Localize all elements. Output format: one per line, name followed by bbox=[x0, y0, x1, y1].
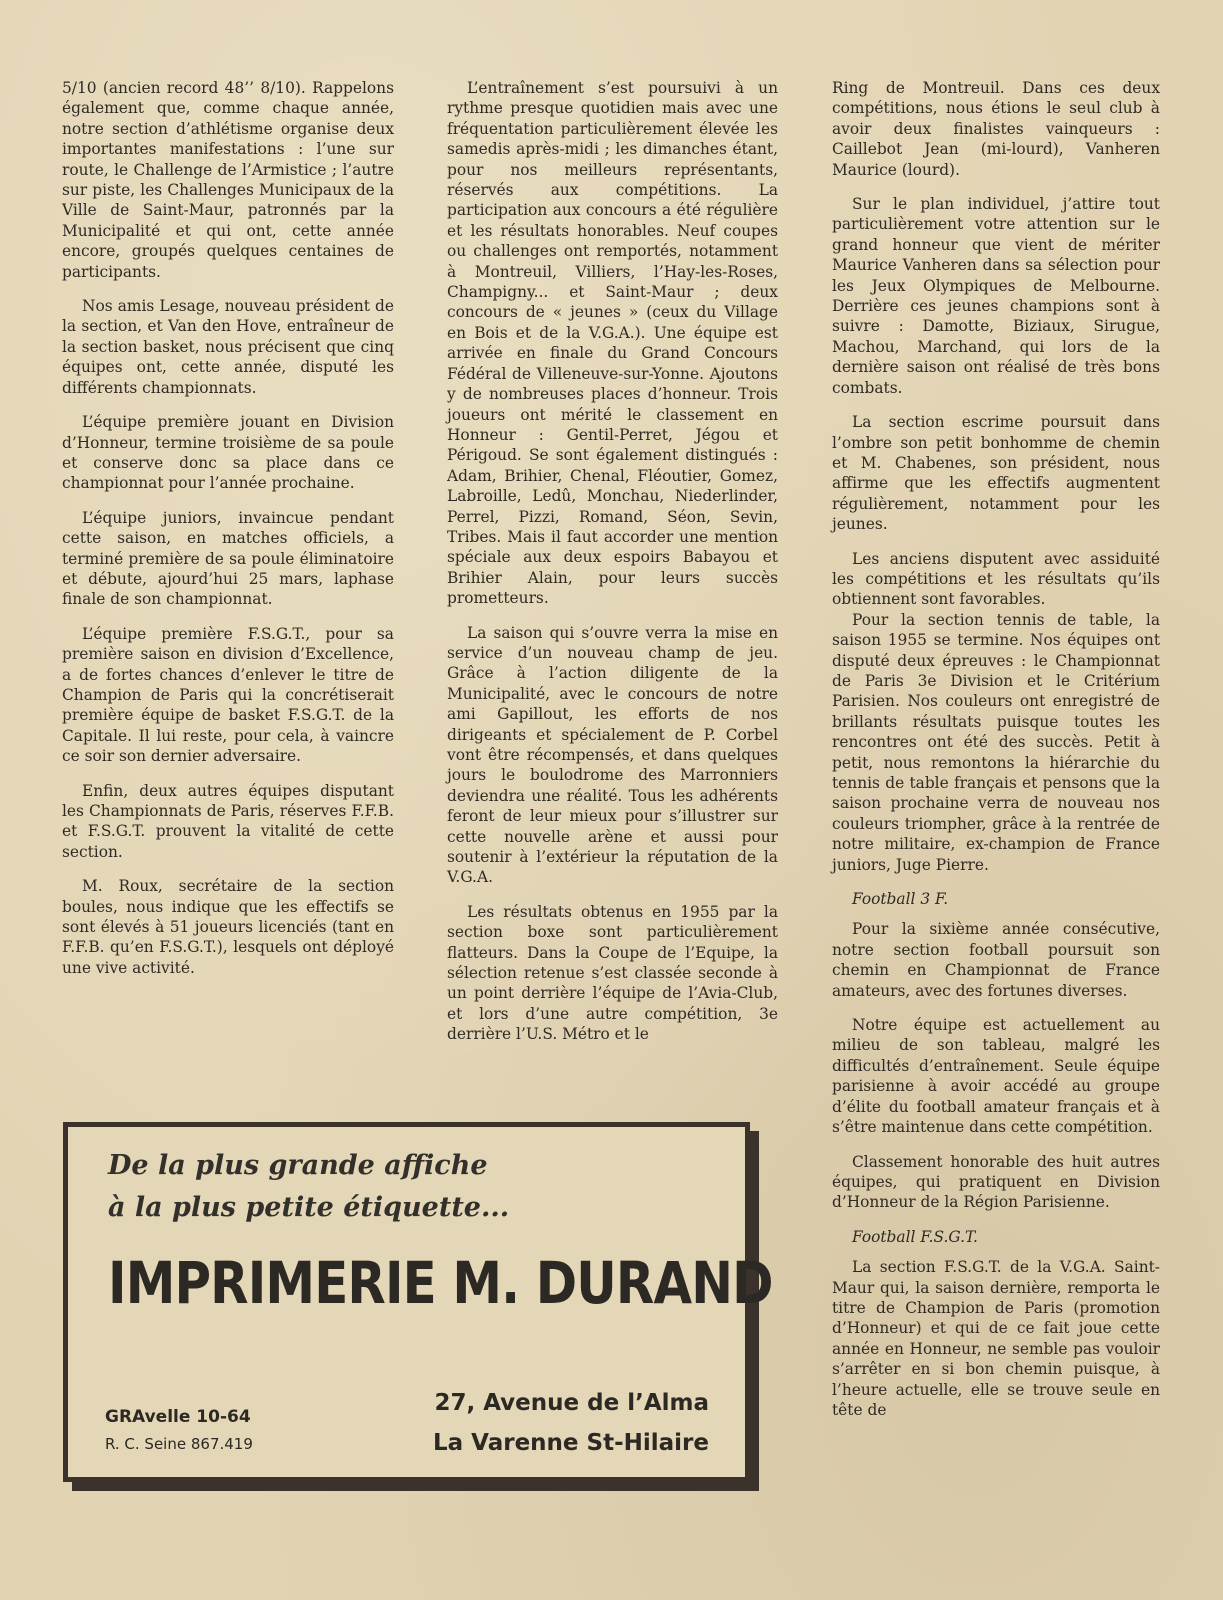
article-paragraph: La section escrime poursuit dans l’ombre son petit bonhomme de chemin et M. Chabenes, son président, nous affirme que les effectifs augmentent régulièrement, notamment pour les jeunes. bbox=[832, 413, 1160, 534]
ad-address-line-2: La Varenne St-Hilaire bbox=[432, 1430, 709, 1456]
section-heading: Football 3 F. bbox=[852, 890, 949, 909]
ad-registry: R. C. Seine 867.419 bbox=[105, 1435, 253, 1453]
text-column-right bbox=[832, 78, 1160, 1420]
article-paragraph: L’équipe première F.S.G.T., pour sa première saison en division d’Excellence, a de fortes chances d’enlever le titre de Champion de Paris qui la concrétiserait première équipe de basket F.S.G.T. de la Capitale. Il lui reste, pour cela, à vaincre ce soir son dernier adversaire. bbox=[62, 624, 394, 766]
ad-slogan-line-2: à la plus petite étiquette... bbox=[108, 1192, 510, 1223]
ad-address-line-1: 27, Avenue de l’Alma bbox=[434, 1390, 709, 1416]
article-paragraph: L’entraînement s’est poursuivi à un rythme presque quotidien mais avec une fréquentation particulièrement élevée les samedis après-midi ; les dimanches étant, pour nos meilleurs représentants, réservés aux compétitions. La participation aux concours a été régulière et les résultats honorables. Neuf coupes ou challenges ont remportés, notamment à Montreuil, Villiers, l’Hay-les-Roses, Champigny... et Saint-Maur ; deux concours de « jeunes » (ceux du Village en Bois et de la V.G.A.). Une équipe est arrivée en finale du Grand Concours Fédéral de Villeneuve-sur-Yonne. Ajoutons y de nombreuses places d’honneur. Trois joueurs ont mérité le classement en Honneur : Gentil-Perret, Jégou et Périgoud. Se sont également distingués : Adam, Brihier, Chenal, Fléoutier, Gomez, Labroille, Ledû, Monchau, Niederlinder, Perrel, Pizzi, Romand, Séon, Sevin, Tribes. Mais il faut accorder une mention spéciale aux deux espoirs Babayou et Brihier Alain, pour leurs succès prometteurs. bbox=[447, 79, 778, 608]
text-column-middle bbox=[447, 78, 778, 1045]
article-paragraph: M. Roux, secrétaire de la section boules, nous indique que les effectifs se sont élevés à 51 joueurs licenciés (tant en F.F.B. qu’en F.S.G.T.), lesquels ont déployé une vive activité. bbox=[62, 877, 394, 977]
article-paragraph: Les résultats obtenus en 1955 par la section boxe sont particulièrement flatteurs. Dans la Coupe de l’Equipe, la sélection retenue s’est classée seconde à un point derrière l’équipe de l’Avia-Club, et lors d’une autre compétition, 3e derrière l’U.S. Métro et le bbox=[447, 902, 778, 1044]
article-paragraph: Nos amis Lesage, nouveau président de la section, et Van den Hove, entraîneur de la section basket, nous précisent que cinq équipes ont, cette année, disputé les différents championnats. bbox=[62, 297, 394, 397]
article-paragraph: Sur le plan individuel, j’attire tout particulièrement votre attention sur le grand honneur que vient de mériter Maurice Vanheren dans sa sélection pour les Jeux Olympiques de Melbourne. Derrière ces jeunes champions sont à suivre : Damotte, Biziaux, Sirugue, Machou, Marchand, qui lors de la dernière saison ont réalisé de très bons combats. bbox=[832, 195, 1160, 397]
ad-slogan-line-1: De la plus grande affiche bbox=[108, 1150, 488, 1181]
ad-company-name: IMPRIMERIE M. DURAND bbox=[108, 1249, 773, 1317]
article-paragraph: Enfin, deux autres équipes disputant les Championnats de Paris, réserves F.F.B. et F.S.G.T. prouvent la vitalité de cette section. bbox=[62, 781, 394, 861]
ad-phone: GRAvelle 10-64 bbox=[105, 1407, 251, 1427]
section-heading: Football F.S.G.T. bbox=[852, 1227, 978, 1246]
article-paragraph: La section F.S.G.T. de la V.G.A. Saint-Maur qui, la saison dernière, remporta le titre de Champion de Paris (promotion d’Honneur) et qui de ce fait joue cette année en Honneur, ne semble pas vouloir s’arrêter en si bon chemin puisque, à l’heure actuelle, elle se trouve seule en tête de bbox=[832, 1258, 1160, 1419]
article-paragraph: Les anciens disputent avec assiduité les compétitions et les résultats qu’ils obtiennent sont favorables. bbox=[832, 549, 1160, 609]
article-paragraph: La saison qui s’ouvre verra la mise en service d’un nouveau champ de jeu. Grâce à l’action diligente de la Municipalité, avec le concours de notre ami Gapillout, les efforts de nos dirigeants et spécialement de P. Corbel vont être récompensés, et dans quelques jours le boulodrome des Marronniers deviendra une réalité. Tous les adhérents feront de leur mieux pour s’illustrer sur cette nouvelle arène et aussi pour soutenir à l’extérieur la réputation de la V.G.A. bbox=[447, 623, 778, 887]
ad-slogan bbox=[108, 1145, 509, 1229]
article-paragraph: Notre équipe est actuellement au milieu de son tableau, malgré les difficultés d’entraînement. Seule équipe parisienne à avoir accédé au groupe d’élite du football amateur français et à s’être maintenue dans cette compétition. bbox=[832, 1016, 1160, 1137]
article-paragraph: Pour la sixième année consécutive, notre section football poursuit son chemin en Championnat de France amateurs, avec des fortunes diverses. bbox=[832, 920, 1160, 1000]
article-paragraph: L’équipe première jouant en Division d’Honneur, termine troisième de sa poule et conserve donc sa place dans ce championnat pour l’année prochaine. bbox=[62, 413, 394, 493]
article-paragraph: Classement honorable des huit autres équipes, qui pratiquent en Division d’Honneur de la Région Parisienne. bbox=[832, 1152, 1160, 1212]
text-column-left bbox=[62, 78, 394, 992]
ad-address bbox=[433, 1383, 709, 1463]
article-paragraph: L’équipe juniors, invaincue pendant cette saison, en matches officiels, a terminé première de sa poule éliminatoire et débute, ajourd’hui 25 mars, laphase finale de son championnat. bbox=[62, 508, 394, 609]
article-paragraph: Pour la section tennis de table, la saison 1955 se termine. Nos équipes ont disputé deux épreuves : le Championnat de Paris 3e Division et le Critérium Parisien. Nos couleurs ont enregistré de brillants résultats puisque toutes les rencontres ont été des succès. Petit à petit, nous remontons la hiérarchie du tennis de table français et pensons que la saison prochaine verra de nouveau nos couleurs triompher, grâce à la rentrée de notre militaire, ex-champion de France juniors, Juge Pierre. bbox=[832, 610, 1160, 874]
article-paragraph: 5/10 (ancien record 48’’ 8/10). Rappelons également que, comme chaque année, notre section d’athlétisme organise deux importantes manifestations : l’une sur route, le Challenge de l’Armistice ; l’autre sur piste, les Challenges Municipaux de la Ville de Saint-Maur, patronnés par la Municipalité et qui ont, cette année encore, groupés quelques centaines de participants. bbox=[62, 79, 394, 281]
article-paragraph: Ring de Montreuil. Dans ces deux compétitions, nous étions le seul club à avoir deux finalistes vainqueurs : Caillebot Jean (mi-lourd), Vanheren Maurice (lourd). bbox=[832, 79, 1160, 179]
printer-advertisement bbox=[63, 1122, 773, 1482]
